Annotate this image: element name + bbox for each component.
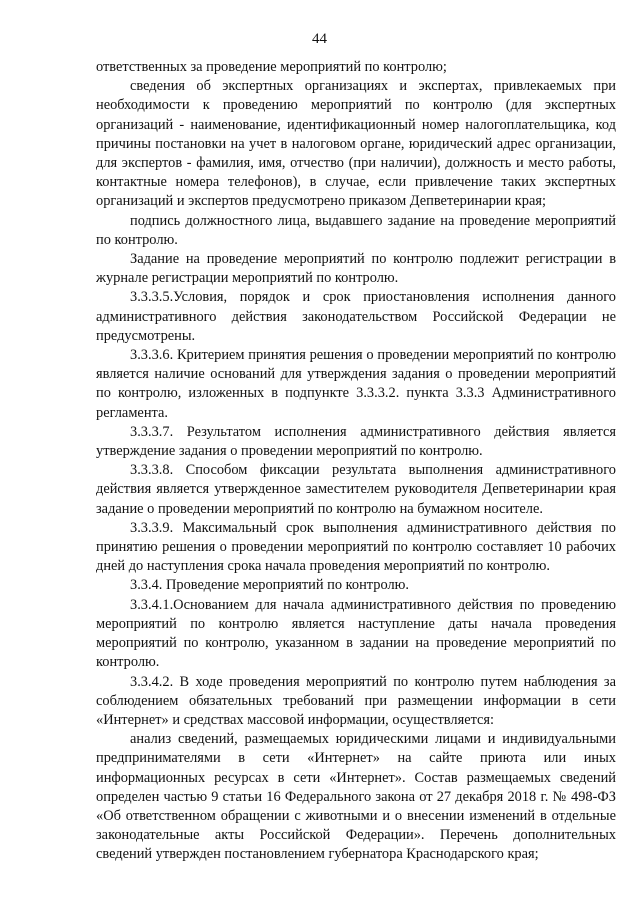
paragraph: Задание на проведение мероприятий по контролю подлежит регистрации в журнале регистрации мероприятий по контролю. xyxy=(96,251,616,287)
paragraph: подпись должностного лица, выдавшего задание на проведение мероприятий по контролю. xyxy=(96,212,616,248)
paragraph: сведения об экспертных организациях и экспертах, привлекаемых при необходимости к проведению мероприятий по контролю (для экспертных организаций - наименование, идентификационный номер налогоплательщика, код причины постановки на учет в налоговом органе, юридический адрес организации, для экспертов - фамилия, имя, отчество (при наличии), должность и место работы, контактные номера телефонов), в случае, если привлечение таких экспертных организаций и экспертов предусмотрено приказом Депветеринарии края; xyxy=(96,78,616,210)
paragraph: 3.3.3.8. Способом фиксации результата выполнения административного действия является утвержденное заместителем руководителя Депветеринарии края задание о проведении мероприятий по контролю на бумажном носителе. xyxy=(96,462,616,517)
document-body xyxy=(96,58,616,865)
paragraph: 3.3.4.2. В ходе проведения мероприятий по контролю путем наблюдения за соблюдением обязательных требований при размещении информации в сети «Интернет» и средствах массовой информации, осуществляется: xyxy=(96,673,616,728)
paragraph: 3.3.4.1.Основанием для начала административного действия по проведению мероприятий по контролю является наступление даты начала проведения мероприятий по контролю, указанном в задании на проведение мероприятий по контролю. xyxy=(96,596,616,671)
paragraph: 3.3.4. Проведение мероприятий по контролю. xyxy=(130,577,410,594)
paragraph: 3.3.3.5.Условия, порядок и срок приостановления исполнения данного административного действия законодательством Российской Федерации не предусмотрены. xyxy=(96,289,616,344)
page-number: 44 xyxy=(312,31,327,47)
paragraph: 3.3.3.6. Критерием принятия решения о проведении мероприятий по контролю является наличие оснований для утверждения задания о проведении мероприятий по контролю, изложенных в подпункте 3.3.3.2. пункта 3.3.3 Административного регламента. xyxy=(96,347,616,421)
paragraph: 3.3.3.9. Максимальный срок выполнения административного действия по принятию решения о проведении мероприятий по контролю составляет 10 рабочих дней до наступления срока начала проведения мероприятий по контролю. xyxy=(96,519,616,575)
paragraph: ответственных за проведение мероприятий по контролю; xyxy=(96,59,447,75)
paragraph: анализ сведений, размещаемых юридическими лицами и индивидуальными предпринимателями в сети «Интернет» на сайте приюта или иных информационных ресурсах в сети «Интернет». Состав размещаемых сведений определен частью 9 статьи 16 Федерального закона от 27 декабря 2018 г. № 498-ФЗ «Об ответственном обращении с животными и о внесении изменений в отдельные законодательные акты Российской Федерации». Перечень дополнительных сведений утвержден постановлением губернатора Краснодарского края; xyxy=(96,731,616,863)
paragraph: 3.3.3.7. Результатом исполнения административного действия является утверждение задания о проведении мероприятий по контролю. xyxy=(96,423,616,460)
